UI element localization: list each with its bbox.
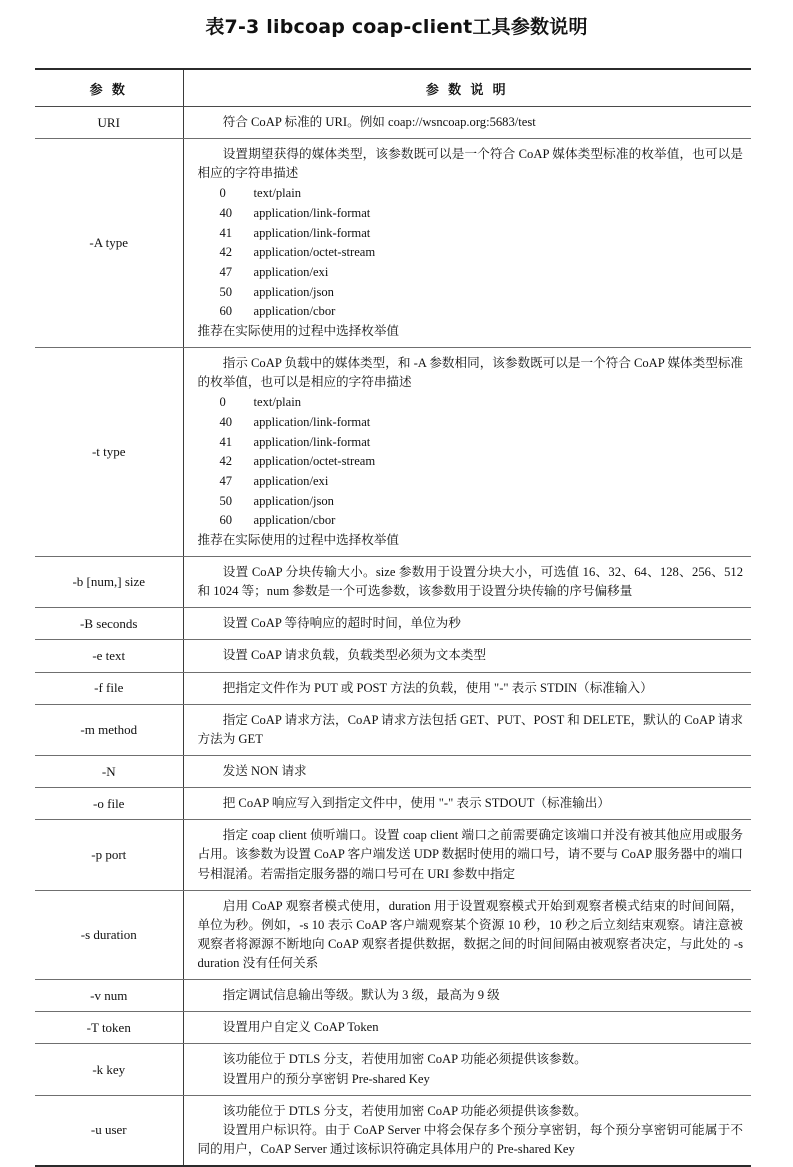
media-type-name: application/exi — [253, 473, 329, 488]
media-type-code: 50 — [219, 493, 233, 508]
parameter-name-cell: -s duration — [35, 890, 183, 980]
media-type-enum-item — [198, 204, 744, 224]
media-type-name: application/exi — [253, 264, 329, 279]
table-row — [35, 672, 751, 704]
description-line: 把 CoAP 响应写入到指定文件中，使用 "-" 表示 STDOUT（标准输出） — [222, 796, 610, 811]
column-header-description: 参 数 说 明 — [183, 69, 751, 107]
parameter-name-cell: -v num — [35, 980, 183, 1012]
table-row — [35, 348, 751, 557]
parameter-description-cell — [183, 704, 751, 755]
media-type-code: 40 — [219, 206, 233, 221]
page-title: 表7-3 libcoap coap-client工具参数说明 — [205, 16, 588, 38]
description-line: 设置 CoAP 请求负载，负载类型必须为文本类型 — [222, 648, 486, 663]
media-type-name: application/octet-stream — [253, 454, 376, 469]
media-type-code: 0 — [219, 186, 226, 201]
media-type-name: application/json — [253, 284, 334, 299]
media-type-code: 47 — [219, 473, 233, 488]
media-type-code: 41 — [219, 225, 233, 240]
table-row — [35, 1044, 751, 1095]
parameter-name-cell: -p port — [35, 820, 183, 890]
table-row — [35, 1012, 751, 1044]
media-type-enum-item — [198, 184, 744, 204]
description-line: 该功能位于 DTLS 分支，若使用加密 CoAP 功能必须提供该参数。 — [222, 1052, 587, 1067]
media-type-enum-item — [198, 511, 744, 531]
media-type-enum-item — [198, 224, 744, 244]
description-line: 设置用户标识符。由于 CoAP Server 中将会保存多个预分享密钥，每个预分享密钥可能属于不同的用户，CoAP Server 通过该标识符确定具体用户的 Pre-shared Key — [197, 1122, 743, 1157]
description-tail: 推荐在实际使用的过程中选择枚举值 — [197, 532, 399, 547]
parameter-description-cell — [183, 608, 751, 640]
parameter-name-cell: -m method — [35, 704, 183, 755]
description-line: 指定 coap client 侦听端口。设置 coap client 端口之前需要确定该端口并没有被其他应用或服务占用。该参数为设置 CoAP 客户端发送 UDP 数据时使用的端口号，请不要与 CoAP 服务器中的端口号相混淆。若需指定服务器的端口号可在 URI 参数中指定 — [197, 828, 743, 881]
media-type-code: 0 — [219, 395, 226, 410]
media-type-enum-item — [198, 472, 744, 492]
parameter-name-cell: -N — [35, 755, 183, 787]
table-row — [35, 788, 751, 820]
media-type-enum-item — [198, 263, 744, 283]
description-intro: 设置期望获得的媒体类型，该参数既可以是一个符合 CoAP 媒体类型标准的枚举值，也可以是相应的字符串描述 — [197, 147, 743, 181]
media-type-enum-item — [198, 492, 744, 512]
media-type-enum-item — [198, 243, 744, 263]
description-line: 发送 NON 请求 — [222, 763, 307, 778]
parameter-description-cell — [183, 348, 751, 557]
parameter-description-cell — [183, 139, 751, 348]
parameter-description-cell — [183, 820, 751, 890]
description-line: 把指定文件作为 PUT 或 POST 方法的负载，使用 "-" 表示 STDIN（标准输入） — [222, 680, 653, 695]
description-line: 指定 CoAP 请求方法，CoAP 请求方法包括 GET、PUT、POST 和 DELETE，默认的 CoAP 请求方法为 GET — [197, 712, 743, 746]
media-type-code: 42 — [219, 454, 233, 469]
parameter-name-cell: -f file — [35, 672, 183, 704]
description-line: 设置用户自定义 CoAP Token — [222, 1020, 379, 1035]
parameter-name-cell: -u user — [35, 1095, 183, 1166]
table-body — [35, 107, 751, 1167]
media-type-code: 60 — [219, 513, 233, 528]
parameter-table-container — [35, 68, 751, 1167]
media-type-enum-item — [198, 302, 744, 322]
parameter-description-cell — [183, 1012, 751, 1044]
description-line: 设置 CoAP 等待响应的超时时间，单位为秒 — [222, 616, 461, 631]
parameter-description-cell — [183, 788, 751, 820]
table-row — [35, 890, 751, 980]
parameter-description-cell — [183, 107, 751, 139]
parameter-description-cell — [183, 556, 751, 607]
table-row — [35, 1095, 751, 1166]
description-line: 设置 CoAP 分块传输大小。size 参数用于设置分块大小，可选值 16、32、64、128、256、512 和 1024 等；num 参数是一个可选参数，该参数用于设置分块传输的序号偏移量 — [197, 564, 743, 599]
table-row — [35, 704, 751, 755]
description-line: 设置用户的预分享密钥 Pre-shared Key — [222, 1071, 430, 1086]
media-type-code: 42 — [219, 245, 233, 260]
table-row — [35, 608, 751, 640]
parameter-name-cell: -T token — [35, 1012, 183, 1044]
media-type-name: text/plain — [253, 395, 302, 410]
table-row — [35, 640, 751, 672]
parameter-table — [35, 68, 751, 1167]
media-type-name: application/link-format — [253, 434, 371, 449]
parameter-description-cell — [183, 980, 751, 1012]
parameter-description-cell — [183, 755, 751, 787]
media-type-name: application/link-format — [253, 225, 371, 240]
table-row — [35, 556, 751, 607]
parameter-name-cell: -k key — [35, 1044, 183, 1095]
media-type-name: application/octet-stream — [253, 245, 376, 260]
media-type-code: 41 — [219, 434, 233, 449]
parameter-description-cell — [183, 1044, 751, 1095]
description-line: 启用 CoAP 观察者模式使用，duration 用于设置观察模式开始到观察者模式结束的时间间隔，单位为秒。例如，-s 10 表示 CoAP 客户端观察某个资源 10 秒，10 秒之后立刻结束观察。请注意被观察者将源源不断地向 CoAP 观察者提供数据，数据之间的时间间隔由被观察者决定，与此处的 -s duration 没有任何关系 — [197, 898, 743, 971]
media-type-code: 40 — [219, 414, 233, 429]
parameter-description-cell — [183, 640, 751, 672]
media-type-name: application/link-format — [253, 206, 371, 221]
parameter-name-cell: -o file — [35, 788, 183, 820]
table-header — [35, 69, 751, 107]
description-line: 符合 CoAP 标准的 URI。例如 coap://wsncoap.org:5683/test — [222, 115, 536, 129]
parameter-name-cell: -A type — [35, 139, 183, 348]
media-type-enum-item — [198, 452, 744, 472]
table-row — [35, 820, 751, 890]
media-type-name: application/json — [253, 493, 334, 508]
media-type-enum-item — [198, 413, 744, 433]
parameter-description-cell — [183, 890, 751, 980]
media-type-name: text/plain — [253, 186, 302, 201]
media-type-enum-item — [198, 393, 744, 413]
parameter-name-cell: -e text — [35, 640, 183, 672]
media-type-enum-list — [198, 393, 744, 530]
media-type-enum-item — [198, 283, 744, 303]
media-type-code: 50 — [219, 284, 233, 299]
parameter-name-cell: -B seconds — [35, 608, 183, 640]
media-type-code: 47 — [219, 264, 233, 279]
column-header-parameter: 参 数 — [35, 69, 183, 107]
table-row — [35, 107, 751, 139]
table-header-row — [35, 69, 751, 107]
description-line: 指定调试信息输出等级。默认为 3 级，最高为 9 级 — [222, 988, 500, 1003]
parameter-name-cell: URI — [35, 107, 183, 139]
media-type-name: application/cbor — [253, 304, 336, 319]
parameter-name-cell: -b [num,] size — [35, 556, 183, 607]
parameter-name-cell: -t type — [35, 348, 183, 557]
table-row — [35, 980, 751, 1012]
description-intro: 指示 CoAP 负载中的媒体类型，和 -A 参数相同，该参数既可以是一个符合 CoAP 媒体类型标准的枚举值，也可以是相应的字符串描述 — [197, 356, 744, 390]
media-type-code: 60 — [219, 304, 233, 319]
description-tail: 推荐在实际使用的过程中选择枚举值 — [197, 323, 399, 338]
parameter-description-cell — [183, 1095, 751, 1166]
table-row — [35, 139, 751, 348]
media-type-name: application/cbor — [253, 513, 336, 528]
media-type-name: application/link-format — [253, 414, 371, 429]
parameter-description-cell — [183, 672, 751, 704]
table-row — [35, 755, 751, 787]
description-line: 该功能位于 DTLS 分支，若使用加密 CoAP 功能必须提供该参数。 — [222, 1103, 587, 1118]
media-type-enum-item — [198, 433, 744, 453]
media-type-enum-list — [198, 184, 744, 321]
